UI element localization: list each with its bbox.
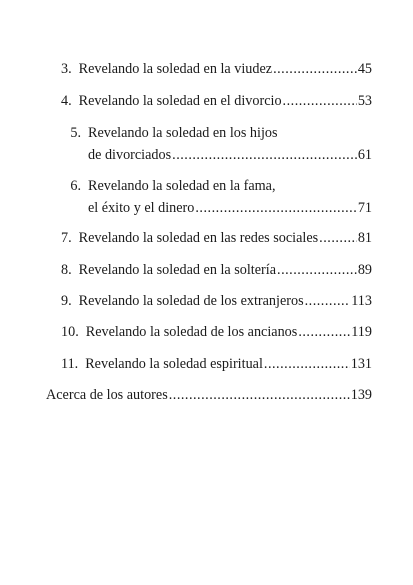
page-number: 71 (357, 200, 372, 216)
page-number: 131 (350, 356, 372, 372)
toc-entry-chapter-11[interactable] (61, 353, 372, 375)
dot-leader (277, 259, 357, 281)
chapter-title: Revelando la soledad en el divorcio (78, 93, 282, 109)
page-number: 45 (357, 61, 372, 77)
dot-leader (283, 90, 357, 112)
dot-leader (195, 197, 356, 219)
toc-entry-chapter-5[interactable] (61, 122, 372, 166)
chapter-number: 9. (61, 293, 72, 309)
chapter-number: 11. (61, 356, 79, 372)
chapter-title: Revelando la soledad en la soltería (78, 262, 277, 278)
chapter-number: 8. (61, 262, 72, 278)
page-number: 139 (350, 387, 372, 403)
chapter-title-continued: el éxito y el dinero (88, 200, 195, 216)
dot-leader (264, 353, 350, 375)
toc-entry-chapter-8[interactable] (61, 259, 372, 281)
dot-leader (273, 58, 357, 80)
toc-entry-chapter-6[interactable] (61, 175, 372, 219)
dot-leader (169, 384, 350, 406)
dot-leader (298, 321, 350, 343)
chapter-number: 4. (61, 93, 72, 109)
toc-entry-chapter-10[interactable] (61, 321, 372, 343)
chapter-title: Revelando la soledad en los hijos (88, 125, 278, 141)
page-number: 81 (357, 230, 372, 246)
chapter-title: Revelando la soledad en las redes sociales (78, 230, 319, 246)
page-number: 89 (357, 262, 372, 278)
chapter-number: 10. (61, 324, 79, 340)
chapter-title: Revelando la soledad de los extranjeros (78, 293, 304, 309)
toc-entry-about-authors[interactable] (46, 384, 372, 406)
toc-entry-chapter-9[interactable] (61, 290, 372, 312)
chapter-title: Revelando la soledad de los ancianos (85, 324, 298, 340)
page-number: 61 (357, 147, 372, 163)
dot-leader (319, 227, 357, 249)
page-number: 113 (351, 293, 372, 309)
about-authors-title: Acerca de los autores (46, 387, 168, 403)
chapter-number: 6. (70, 178, 81, 194)
toc-entry-chapter-7[interactable] (61, 227, 372, 249)
chapter-title: Revelando la soledad en la viudez (78, 61, 273, 77)
toc-entry-chapter-4[interactable] (61, 90, 372, 112)
chapter-number: 3. (61, 61, 72, 77)
dot-leader (305, 290, 351, 312)
page-number: 119 (351, 324, 372, 340)
chapter-title-continued: de divorciados (88, 147, 172, 163)
toc-entry-chapter-3[interactable] (61, 58, 372, 80)
chapter-title: Revelando la soledad espiritual (85, 356, 263, 372)
page-number: 53 (357, 93, 372, 109)
dot-leader (172, 144, 357, 166)
chapter-number: 5. (70, 125, 81, 141)
chapter-number: 7. (61, 230, 72, 246)
chapter-title: Revelando la soledad en la fama, (88, 178, 276, 194)
